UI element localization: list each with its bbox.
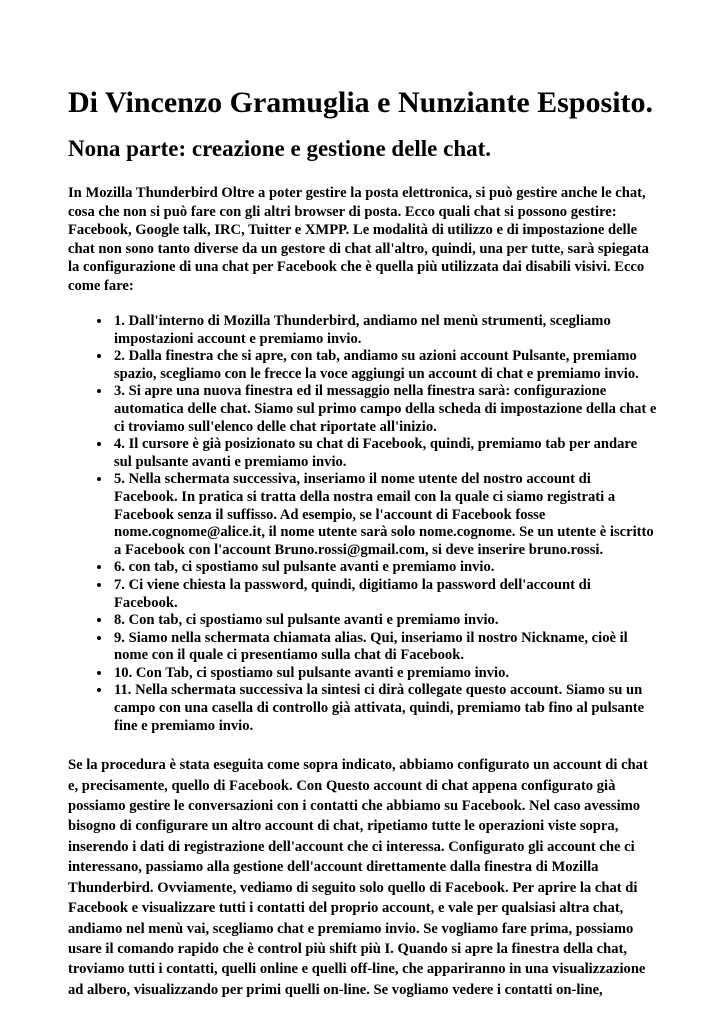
list-item: • 5. Nella schermata successiva, inseriamo il nome utente del nostro account di Facebook. In pratica si tratta della nostra email con la quale ci siamo registrati a Facebook senza il suffisso. Ad esempio, se l'account di Facebook fosse nome.cognome@alice.it, il nome utente sarà solo nome.cognome. Se un utente è iscritto a Facebook con l'account Bruno.rossi@gmail.com, si deve inserire bruno.rossi. [112, 471, 657, 559]
list-item: • 8. Con tab, ci spostiamo sul pulsante avanti e premiamo invio. [112, 612, 657, 630]
list-item: • 9. Siamo nella schermata chiamata alias. Qui, inseriamo il nostro Nickname, cioè il nome con il quale ci presentiamo sulla chat di Facebook. [112, 630, 657, 665]
list-item: • 1. Dall'interno di Mozilla Thunderbird, andiamo nel menù strumenti, scegliamo impostazioni account e premiamo invio. [112, 313, 657, 348]
list-item: • 10. Con Tab, ci spostiamo sul pulsante avanti e premiamo invio. [112, 665, 657, 683]
list-item: • 11. Nella schermata successiva la sintesi ci dirà collegate questo account. Siamo su un campo con una casella di controllo già attivata, quindi, premiamo tab fino al pulsante fine e premiamo invio. [112, 682, 657, 735]
list-item: • 2. Dalla finestra che si apre, con tab, andiamo su azioni account Pulsante, premiamo spazio, scegliamo con le frecce la voce aggiungi un account di chat e premiamo invio. [112, 348, 657, 383]
list-item: • 3. Si apre una nuova finestra ed il messaggio nella finestra sarà: configurazione automatica delle chat. Siamo sul primo campo della scheda di impostazione della chat e ci troviamo sull'elenco delle chat riportate all'inizio. [112, 383, 657, 436]
document-title: Di Vincenzo Gramuglia e Nunziante Esposito. [68, 86, 654, 119]
outro-paragraph: Se la procedura è stata eseguita come sopra indicato, abbiamo configurato un account di chat e, precisamente, quello di Facebook. Con Questo account di chat appena configurato già possiamo gestire le conversazioni con i contatti che abbiamo su Facebook. Nel caso avessimo bisogno di configurare un altro account di chat, ripetiamo tutte le operazioni viste sopra, inserendo i dati di registrazione dell'account che ci interessa. Configurato gli account che ci interessano, passiamo alla gestione dell'account direttamente dalla finestra di Mozilla Thunderbird. Ovviamente, vediamo di seguito solo quello di Facebook. Per aprire la chat di Facebook e visualizzare tutti i contatti del proprio account, e vale per qualsiasi altra chat, andiamo nel menù vai, scegliamo chat e premiamo invio. Se vogliamo fare prima, possiamo usare il comando rapido che è control più shift più I. Quando si apre la finestra della chat, troviamo tutti i contatti, quelli online e quelli off-line, che appariranno in una visualizzazione ad albero, visualizzando per primi quelli on-line. Se vogliamo vedere i contatti on-line, [68, 757, 648, 998]
list-item: • 6. con tab, ci spostiamo sul pulsante avanti e premiamo invio. [112, 559, 657, 577]
list-item: • 4. Il cursore è già posizionato su chat di Facebook, quindi, premiamo tab per andare sul pulsante avanti e premiamo invio. [112, 436, 657, 471]
steps-list [68, 313, 657, 735]
list-item: • 7. Ci viene chiesta la password, quindi, digitiamo la password dell'account di Facebook. [112, 577, 657, 612]
intro-paragraph: In Mozilla Thunderbird Oltre a poter gestire la posta elettronica, si può gestire anche le chat, cosa che non si può fare con gli altri browser di posta. Ecco quali chat si possono gestire: Facebook, Google talk, IRC, Tuitter e XMPP. Le modalità di utilizzo e di impostazione delle chat non sono tanto diverse da un gestore di chat all'altro, quindi, una per tutte, sarà spiegata la configurazione di una chat per Facebook che è quella più utilizzata dai disabili visivi. Ecco come fare: [68, 185, 649, 294]
document-subtitle: Nona parte: creazione e gestione delle chat. [68, 136, 492, 161]
